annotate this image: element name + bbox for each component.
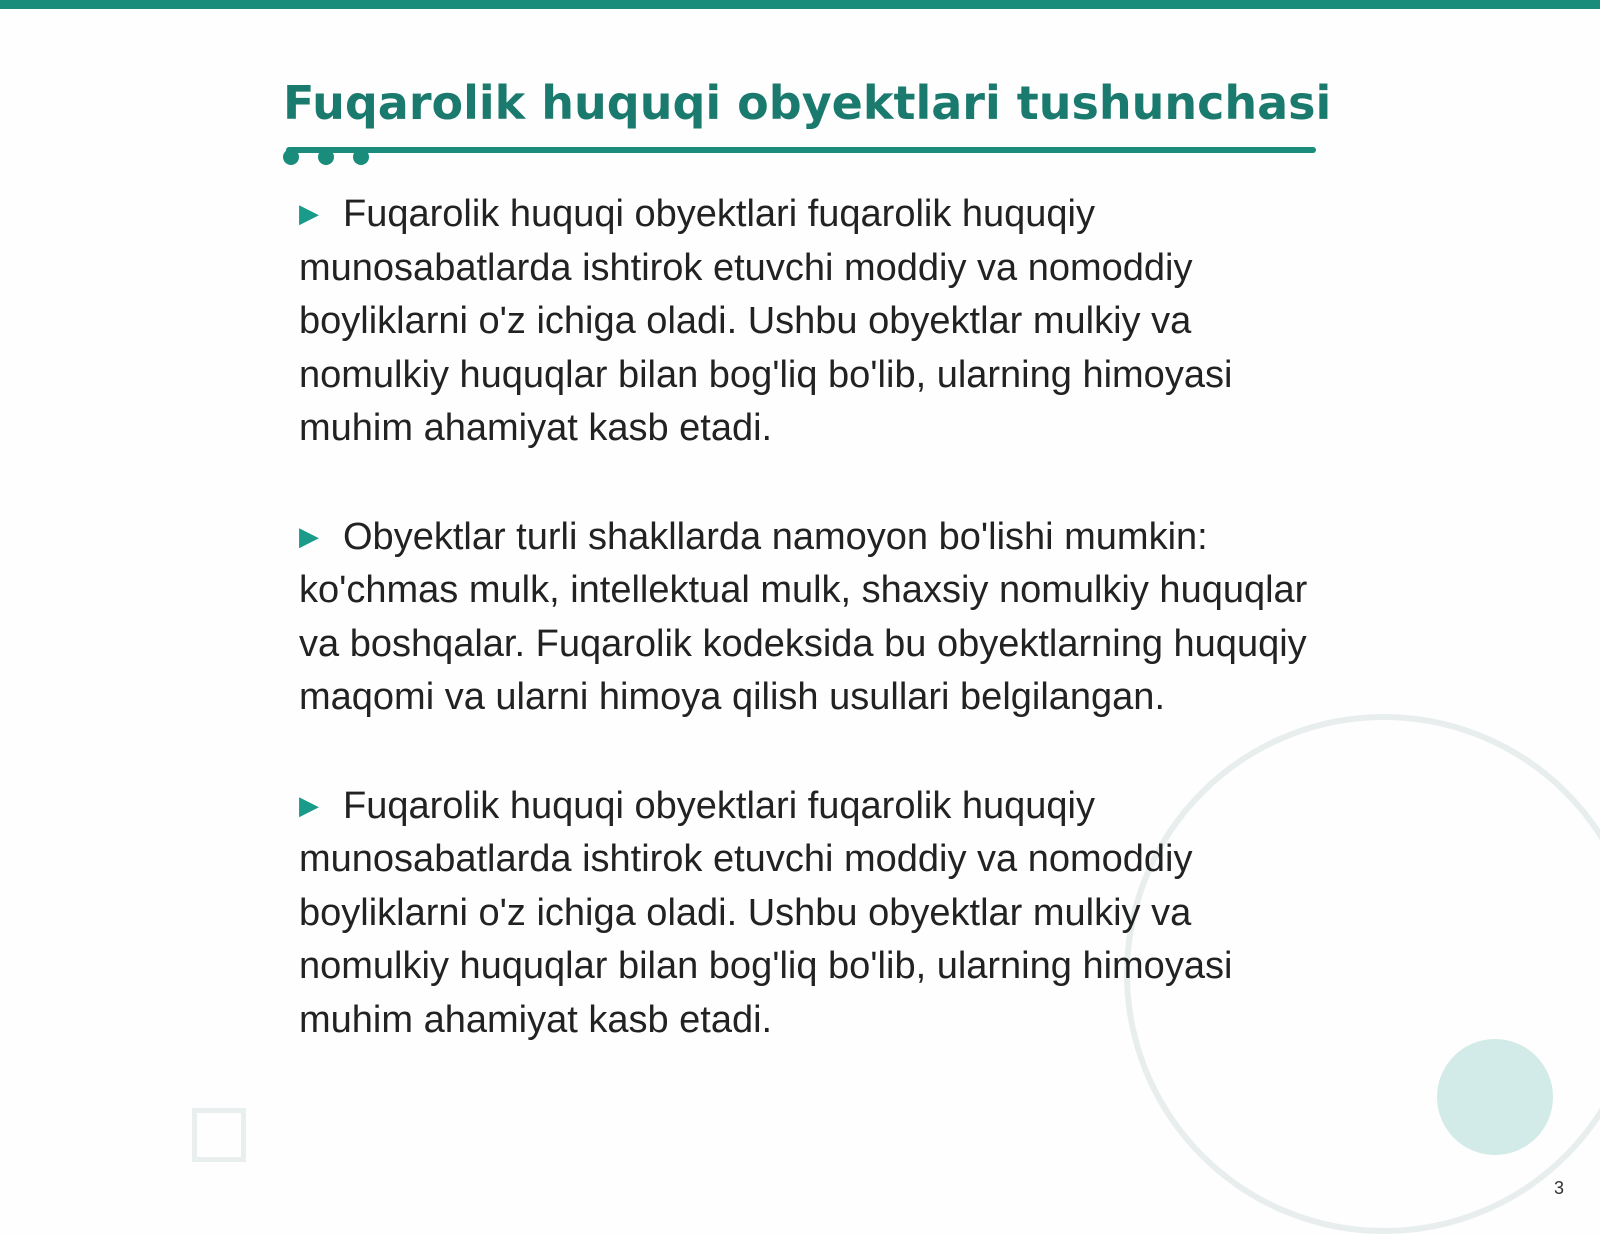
bullet-item [299, 779, 1319, 1048]
bullet-text: Obyektlar turli shakllarda namoyon bo'lishi mumkin: ko'chmas mulk, intellektual mulk, shaxsiy nomulkiy huquqlar va boshqalar. Fuqarolik kodeksida bu obyektlarning huquqiy maqomi va ularni himoya qilish usullari belgilangan. [299, 515, 1308, 718]
slide-title: Fuqarolik huquqi obyektlari tushunchasi [283, 76, 1332, 130]
top-accent-bar [0, 0, 1600, 9]
bullet-item [299, 187, 1319, 456]
triangle-right-icon: ▶ [299, 520, 319, 551]
bullet-text: Fuqarolik huquqi obyektlari fuqarolik huquqiy munosabatlarda ishtirok etuvchi moddiy va nomoddiy boyliklarni o'z ichiga oladi. Ushbu obyektlar mulkiy va nomulkiy huquqlar bilan bog'liq bo'lib, ularning himoyasi muhim ahamiyat kasb etadi. [299, 784, 1233, 1041]
page-number: 3 [1554, 1178, 1565, 1198]
decorative-circle [1437, 1039, 1553, 1155]
decorative-square [192, 1108, 246, 1162]
title-dot [283, 149, 299, 165]
bullet-item [299, 510, 1319, 725]
triangle-right-icon: ▶ [299, 198, 319, 228]
bullet-text: Fuqarolik huquqi obyektlari fuqarolik huquqiy munosabatlarda ishtirok etuvchi moddiy va nomoddiy boyliklarni o'z ichiga oladi. Ushbu obyektlar mulkiy va nomulkiy huquqlar bilan bog'liq bo'lib, ularning himoyasi muhim ahamiyat kasb etadi. [299, 193, 1233, 449]
title-dot [318, 149, 334, 165]
title-dot [353, 149, 369, 165]
triangle-right-icon: ▶ [299, 789, 319, 820]
slide-content [299, 187, 1319, 1101]
title-underline [286, 147, 1316, 153]
